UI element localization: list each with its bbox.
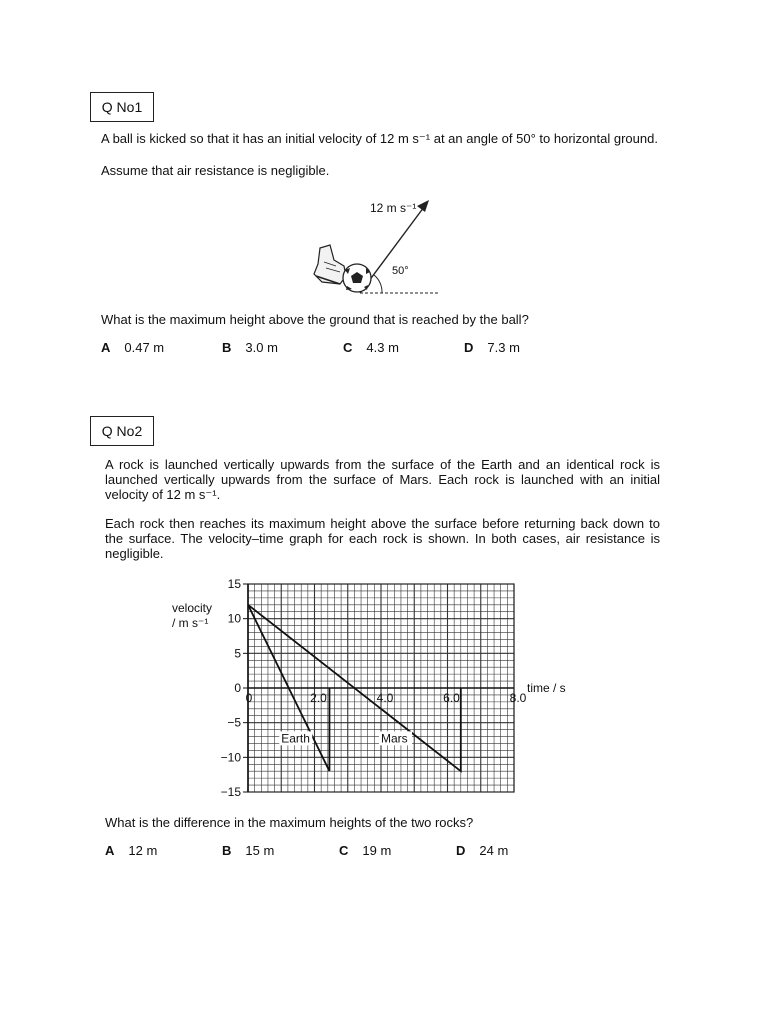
kick-diagram (300, 190, 460, 300)
q2-option-c-letter: C (339, 843, 349, 858)
q1-option-c-letter: C (343, 340, 353, 355)
x-tick-label: 0 (245, 691, 253, 705)
y-tick-label: 5 (234, 646, 241, 661)
series-label-mars: Mars (381, 731, 408, 746)
q1-options (101, 340, 520, 355)
q1-option-b-letter: B (222, 340, 232, 355)
q2-option-d-value: 24 m (479, 843, 509, 858)
q2-paragraph-2: Each rock then reaches its maximum height above the surface before returning back down to the surface. The velocity–time graph for each rock is shown. In both cases, air resistance is negligible. (105, 516, 660, 561)
q2-option-a[interactable] (105, 843, 222, 858)
question-2-label (90, 416, 154, 446)
y-tick-label: −5 (227, 715, 241, 730)
q2-option-a-value: 12 m (128, 843, 158, 858)
q2-option-a-letter: A (105, 843, 115, 858)
velocity-arrowhead (417, 200, 429, 212)
q1-option-d-letter: D (464, 340, 474, 355)
football-icon (343, 264, 371, 292)
y-tick-label: −15 (220, 785, 241, 799)
x-tick-label: 2.0 (310, 691, 327, 705)
q1-option-b-value: 3.0 m (245, 340, 278, 355)
question-1-label-text: Q No1 (101, 99, 143, 115)
q1-option-a[interactable] (101, 340, 222, 355)
x-tick-label: 6.0 (443, 691, 460, 705)
angle-arc (374, 275, 382, 293)
question-2-label-text: Q No2 (101, 423, 143, 439)
y-tick-label: 10 (227, 611, 241, 626)
velocity-time-chart (160, 572, 600, 804)
angle-label: 50° (392, 265, 409, 277)
q2-option-d[interactable] (456, 843, 508, 858)
question-1-label (90, 92, 154, 122)
q2-option-c-value: 19 m (362, 843, 392, 858)
q2-option-b-value: 15 m (245, 843, 275, 858)
y-axis-label: velocity (172, 601, 213, 615)
q2-option-b-letter: B (222, 843, 232, 858)
q1-option-c[interactable] (343, 340, 464, 355)
q1-option-b[interactable] (222, 340, 343, 355)
x-tick-label: 4.0 (376, 691, 394, 705)
y-axis-unit: / m s⁻¹ (172, 616, 209, 630)
y-tick-label: 15 (227, 577, 241, 591)
boot-icon (314, 245, 346, 284)
q2-option-d-letter: D (456, 843, 466, 858)
y-tick-label: 0 (234, 681, 241, 695)
q1-option-a-value: 0.47 m (124, 340, 165, 355)
y-tick-label: −10 (220, 750, 241, 765)
q1-option-d[interactable] (464, 340, 520, 355)
q1-text-1: A ball is kicked so that it has an initial velocity of 12 m s⁻¹ at an angle of 50° to horizontal ground. (101, 131, 658, 146)
series-label-earth: Earth (281, 731, 310, 746)
velocity-label: 12 m s⁻¹ (370, 201, 417, 215)
q1-text-2: Assume that air resistance is negligible. (101, 163, 330, 178)
q1-question: What is the maximum height above the ground that is reached by the ball? (101, 312, 529, 327)
q2-option-b[interactable] (222, 843, 339, 858)
q2-options (105, 843, 508, 858)
q2-option-c[interactable] (339, 843, 456, 858)
q1-option-a-letter: A (101, 340, 111, 355)
q1-option-c-value: 4.3 m (366, 340, 399, 355)
q1-option-d-value: 7.3 m (487, 340, 520, 355)
chart-axes (243, 584, 514, 792)
x-axis-label: time / s (527, 681, 566, 695)
q2-question: What is the difference in the maximum heights of the two rocks? (105, 815, 474, 830)
q2-paragraph-1: A rock is launched vertically upwards from the surface of the Earth and an identical rock is launched vertically upwards from the surface of Mars. Each rock is launched with an initial velocity of 12 m s⁻¹. (105, 457, 660, 502)
x-tick-label: 8.0 (509, 691, 527, 705)
